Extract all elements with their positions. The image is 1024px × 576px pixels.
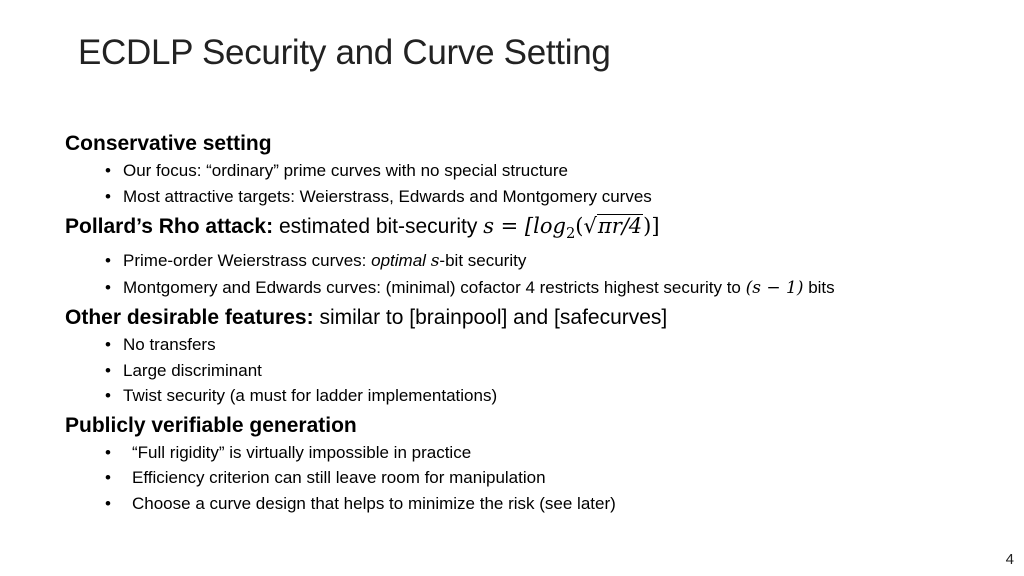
list-item: [65, 275, 1005, 302]
formula-log: log: [533, 214, 566, 238]
bullet-icon: •: [105, 360, 111, 380]
list-item: [65, 248, 1005, 275]
math-expression: (s − 1): [745, 277, 804, 298]
bullet-icon: •: [105, 277, 111, 297]
bullet-text: Our focus: “ordinary” prime curves with no special structure: [123, 161, 568, 180]
bullet-list-verifiable-generation: [65, 440, 1005, 517]
heading-bold-text: Conservative setting: [65, 132, 272, 155]
bullet-text-suffix: -bit security: [439, 251, 527, 271]
bullet-text: “Full rigidity” is virtually impossible in practice: [132, 442, 472, 462]
bullet-list-pollards-rho: [65, 248, 1005, 301]
list-item: [65, 332, 1005, 358]
bit-security-formula: [483, 214, 660, 243]
formula-lhs: s = [: [483, 214, 534, 238]
heading-conservative-setting: [65, 131, 1005, 157]
emphasis-text: optimal: [371, 251, 426, 271]
bullet-list-conservative: [65, 158, 1005, 209]
list-item: [65, 440, 1005, 466]
list-item: [65, 358, 1005, 384]
bullet-text: Most attractive targets: Weierstrass, Edwards and Montgomery curves: [123, 186, 652, 206]
list-item: [65, 158, 1005, 184]
bullet-text: Choose a curve design that helps to minimize the risk (see later): [132, 493, 616, 513]
bullet-icon: •: [105, 493, 111, 513]
list-item: [65, 465, 1005, 491]
bullet-text: Twist security (a must for ladder implementations): [123, 386, 498, 406]
list-item: [65, 383, 1005, 409]
heading-bold-text: Other desirable features:: [65, 306, 314, 330]
heading-rest-text: estimated bit-security: [278, 215, 478, 238]
heading-other-features: [65, 305, 1005, 331]
list-item: [65, 184, 1005, 210]
heading-pollards-rho: [65, 213, 1005, 247]
bullet-text: Montgomery and Edwards curves: (minimal) cofactor 4 restricts highest security to: [123, 277, 746, 297]
heading-bold-text: Pollard’s Rho attack:: [65, 215, 274, 238]
bullet-icon: •: [105, 468, 111, 488]
formula-radicand: πr/4: [597, 214, 643, 238]
heading-rest-text: similar to [brainpool] and [safecurves]: [319, 306, 668, 330]
slide-body: [65, 131, 1005, 520]
heading-bold-text: Publicly verifiable generation: [65, 413, 357, 437]
bullet-text: Large discriminant: [123, 360, 262, 380]
math-variable: s: [430, 251, 440, 272]
sqrt-icon: √: [583, 214, 597, 238]
bullet-icon: •: [105, 251, 111, 271]
page-number: 4: [1005, 551, 1014, 568]
formula-close: )]: [643, 214, 660, 238]
bullet-icon: •: [105, 161, 111, 180]
bullet-text-suffix: bits: [803, 277, 835, 297]
heading-verifiable-generation: [65, 413, 1005, 439]
slide-title: ECDLP Security and Curve Setting: [78, 33, 611, 72]
bullet-text: Efficiency criterion can still leave room for manipulation: [132, 468, 546, 488]
bullet-text: No transfers: [123, 335, 216, 355]
list-item: [65, 491, 1005, 517]
bullet-icon: •: [105, 335, 111, 355]
bullet-list-other-features: [65, 332, 1005, 409]
bullet-icon: •: [105, 442, 111, 462]
formula-subscript: 2: [565, 225, 576, 243]
formula-open-paren: (: [575, 214, 584, 238]
bullet-icon: •: [105, 386, 111, 406]
bullet-text: Prime-order Weierstrass curves:: [123, 251, 372, 271]
bullet-icon: •: [105, 186, 111, 206]
